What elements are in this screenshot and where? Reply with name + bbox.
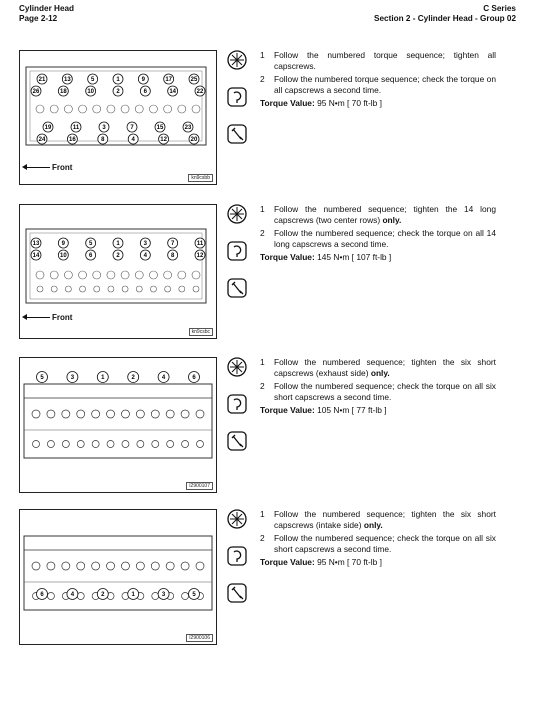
- valve-port: [135, 271, 143, 279]
- valve-port: [182, 593, 189, 600]
- valve-port: [62, 410, 70, 418]
- valve-port: [107, 562, 115, 570]
- figure-torque-sequence-1: [19, 50, 217, 185]
- capscrew-number: 2: [131, 375, 135, 382]
- capscrew-number: 11: [72, 125, 80, 132]
- valve-port: [121, 271, 129, 279]
- capscrew-number: 7: [170, 241, 175, 248]
- step-item: 1 Follow the numbered torque sequence; tighten all capscrews.: [260, 50, 496, 71]
- valve-port: [79, 105, 87, 113]
- valve-port: [136, 562, 144, 570]
- capscrew-number: 2: [116, 253, 120, 260]
- valve-port: [149, 105, 157, 113]
- capscrew-number: 1: [116, 77, 120, 84]
- valve-port: [164, 105, 172, 113]
- capscrew-number: 16: [69, 137, 76, 144]
- valve-port: [80, 286, 86, 292]
- valve-port: [192, 105, 200, 113]
- step-item: 2 Follow the numbered sequence; check the torque on all six short capscrews a second time.: [260, 533, 496, 554]
- valve-port: [178, 105, 186, 113]
- valve-port: [107, 271, 115, 279]
- capscrew-check-icon: [227, 583, 247, 603]
- capscrew-number: 3: [161, 592, 166, 599]
- valve-port: [193, 286, 199, 292]
- valve-port: [36, 105, 44, 113]
- valve-port: [62, 441, 69, 448]
- capscrew-number: 18: [59, 89, 67, 96]
- figure-code: kn9csbc: [189, 328, 213, 336]
- valve-port: [197, 441, 204, 448]
- capscrew-number: 3: [143, 241, 148, 248]
- capscrew-number: 1: [101, 375, 105, 382]
- valve-port: [151, 410, 159, 418]
- capscrew-number: 14: [169, 89, 177, 96]
- front-arrow-icon: [26, 167, 50, 168]
- valve-port: [192, 271, 200, 279]
- valve-port: [122, 286, 128, 292]
- valve-port: [62, 562, 70, 570]
- valve-port: [107, 441, 114, 448]
- icon-column-1: [227, 50, 251, 161]
- torque-wrench-icon: [227, 87, 247, 107]
- valve-port: [182, 441, 189, 448]
- capscrew-number: 8: [170, 253, 175, 260]
- valve-port: [149, 271, 157, 279]
- capscrew-number: 12: [196, 253, 204, 260]
- valve-port: [36, 271, 44, 279]
- valve-port: [167, 441, 174, 448]
- instructions-4: [260, 509, 496, 568]
- chapter-title: Cylinder Head: [19, 4, 75, 13]
- valve-port: [64, 105, 72, 113]
- torque-wrench-icon: [227, 394, 247, 414]
- valve-port: [121, 562, 129, 570]
- cylinder-head-section-drawing-3: [20, 358, 216, 492]
- capscrew-check-icon: [227, 124, 247, 144]
- capscrew-check-icon: [227, 278, 247, 298]
- valve-port: [181, 562, 189, 570]
- step-item: 2 Follow the numbered torque sequence; check the torque on all capscrews a second time.: [260, 74, 496, 95]
- valve-port: [137, 441, 144, 448]
- section-title: Section 2 - Cylinder Head - Group 02: [374, 14, 516, 23]
- capscrew-number: 12: [160, 137, 167, 144]
- capscrew-number: 22: [196, 89, 204, 96]
- figure-torque-sequence-3: [19, 357, 217, 493]
- capscrew-number: 6: [192, 375, 196, 382]
- valve-port: [50, 271, 58, 279]
- icon-column-4: [227, 509, 251, 620]
- capscrew-number: 26: [32, 89, 40, 96]
- icon-column-3: [227, 357, 251, 468]
- valve-port: [64, 271, 72, 279]
- valve-port: [65, 286, 71, 292]
- capscrew-number: 24: [38, 137, 46, 144]
- valve-port: [47, 441, 54, 448]
- capscrew-number: 13: [63, 77, 71, 84]
- instructions-2: [260, 204, 496, 263]
- capscrew-number: 6: [143, 89, 148, 96]
- torque-pattern-icon: [227, 204, 247, 224]
- valve-port: [108, 286, 114, 292]
- valve-port: [121, 105, 129, 113]
- front-direction-label: Front: [26, 163, 72, 172]
- capscrew-number: 25: [190, 77, 198, 84]
- page-header-right: [374, 4, 516, 24]
- capscrew-number: 1: [131, 592, 135, 599]
- torque-pattern-icon: [227, 50, 247, 70]
- torque-wrench-icon: [227, 546, 247, 566]
- valve-port: [47, 410, 55, 418]
- step-item: 2 Follow the numbered sequence; check the torque on all 14 long capscrews a second time.: [260, 228, 496, 249]
- valve-port: [196, 562, 204, 570]
- capscrew-number: 5: [90, 77, 95, 84]
- capscrew-number: 2: [116, 89, 120, 96]
- valve-port: [37, 286, 43, 292]
- valve-port: [79, 271, 87, 279]
- torque-value: Torque Value: 95 N•m [ 70 ft-lb ]: [260, 557, 382, 568]
- capscrew-number: 5: [88, 241, 93, 248]
- valve-port: [77, 410, 85, 418]
- capscrew-number: 5: [192, 592, 196, 599]
- torque-pattern-icon: [227, 509, 247, 529]
- capscrew-number: 3: [102, 125, 106, 132]
- valve-port: [166, 410, 174, 418]
- capscrew-number: 4: [131, 137, 135, 144]
- capscrew-number: 13: [32, 241, 40, 248]
- figure-torque-sequence-4: [19, 509, 217, 645]
- figure-code: kn9csbb: [188, 174, 213, 182]
- valve-port: [121, 410, 129, 418]
- valve-port: [47, 593, 54, 600]
- step-item: 2 Follow the numbered sequence; check the torque on all six short capscrews a second time.: [260, 381, 496, 402]
- capscrew-number: 14: [32, 253, 40, 260]
- valve-port: [152, 441, 159, 448]
- figure-code: l2900107: [186, 482, 213, 490]
- valve-port: [150, 286, 156, 292]
- front-direction-label: Front: [26, 313, 72, 322]
- capscrew-number: 4: [70, 592, 75, 599]
- capscrew-number: 6: [88, 253, 93, 260]
- torque-value: Torque Value: 105 N•m [ 77 ft-lb ]: [260, 405, 387, 416]
- valve-port: [166, 562, 174, 570]
- capscrew-number: 20: [190, 137, 198, 144]
- capscrew-number: 9: [61, 241, 66, 248]
- valve-port: [93, 105, 101, 113]
- capscrew-number: 9: [141, 77, 146, 84]
- capscrew-number: 3: [70, 375, 75, 382]
- valve-port: [94, 286, 100, 292]
- valve-port: [32, 410, 40, 418]
- instructions-3: [260, 357, 496, 416]
- valve-port: [32, 562, 40, 570]
- capscrew-check-icon: [227, 431, 247, 451]
- series-title: C Series: [483, 4, 516, 13]
- valve-port: [77, 562, 85, 570]
- capscrew-number: 15: [156, 125, 164, 132]
- figure-code: l2900106: [186, 634, 213, 642]
- torque-value: Torque Value: 145 N•m [ 107 ft-lb ]: [260, 252, 392, 263]
- valve-port: [151, 562, 159, 570]
- cylinder-head-section-drawing-4: [20, 510, 216, 644]
- capscrew-number: 10: [59, 253, 67, 260]
- valve-port: [92, 441, 99, 448]
- capscrew-number: 2: [101, 592, 105, 599]
- capscrew-number: 19: [44, 125, 52, 132]
- page-header-left: [19, 4, 74, 24]
- capscrew-number: 1: [116, 241, 120, 248]
- valve-port: [196, 410, 204, 418]
- capscrew-number: 4: [143, 253, 148, 260]
- capscrew-number: 8: [101, 137, 105, 144]
- page-number: Page 2-12: [19, 14, 58, 23]
- capscrew-number: 5: [40, 375, 44, 382]
- valve-port: [122, 441, 129, 448]
- valve-port: [181, 410, 189, 418]
- valve-port: [164, 271, 172, 279]
- step-item: 1 Follow the numbered sequence; tighten the six short capscrews (exhaust side) only.: [260, 357, 496, 378]
- valve-port: [33, 441, 40, 448]
- capscrew-number: 17: [165, 77, 173, 84]
- valve-port: [92, 410, 100, 418]
- step-item: 1 Follow the numbered sequence; tighten the six short capscrews (intake side) only.: [260, 509, 496, 530]
- capscrew-number: 11: [196, 241, 204, 248]
- valve-port: [93, 271, 101, 279]
- valve-port: [136, 286, 142, 292]
- capscrew-number: 4: [161, 375, 166, 382]
- valve-port: [136, 410, 144, 418]
- capscrew-number: 23: [184, 125, 192, 132]
- valve-port: [47, 562, 55, 570]
- valve-port: [178, 271, 186, 279]
- torque-value: Torque Value: 95 N•m [ 70 ft-lb ]: [260, 98, 382, 109]
- valve-port: [92, 562, 100, 570]
- valve-port: [51, 286, 57, 292]
- figure-torque-sequence-2: [19, 204, 217, 339]
- valve-port: [135, 105, 143, 113]
- valve-port: [165, 286, 171, 292]
- front-arrow-icon: [26, 317, 50, 318]
- icon-column-2: [227, 204, 251, 315]
- capscrew-number: 6: [40, 592, 44, 599]
- valve-port: [179, 286, 185, 292]
- instructions-1: [260, 50, 496, 109]
- torque-wrench-icon: [227, 241, 247, 261]
- torque-pattern-icon: [227, 357, 247, 377]
- valve-port: [107, 105, 115, 113]
- capscrew-number: 21: [38, 77, 46, 84]
- capscrew-number: 7: [130, 125, 134, 132]
- capscrew-number: 10: [87, 89, 95, 96]
- valve-port: [77, 441, 84, 448]
- valve-port: [50, 105, 58, 113]
- valve-port: [107, 410, 115, 418]
- step-item: 1 Follow the numbered sequence; tighten the 14 long capscrews (two center rows) only.: [260, 204, 496, 225]
